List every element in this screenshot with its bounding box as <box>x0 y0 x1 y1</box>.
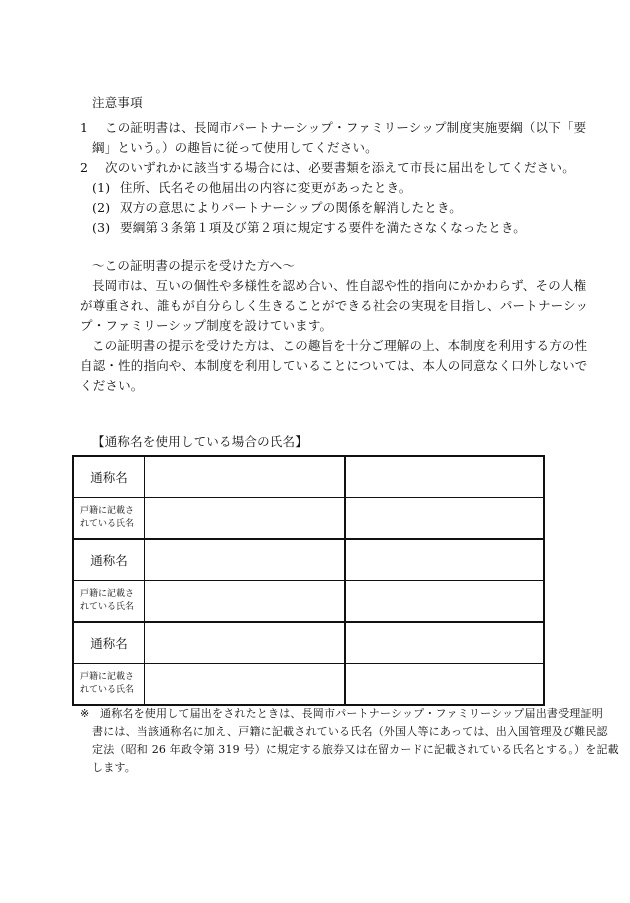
registry-name-label <box>73 664 145 706</box>
recipient-para-1-line-2: が尊重され、誰もが自分らしく生きることができる社会の実現を目指し、パートナーシッ <box>80 298 589 313</box>
table-row <box>73 664 544 706</box>
recipient-para-1-line-1: 長岡市は、互いの個性や多様性を認め合い、性自認や性的指向にかかわらず、その人権 <box>92 278 587 293</box>
registry-name-input-cell[interactable] <box>145 581 346 623</box>
registry-name-input-cell-2[interactable] <box>345 581 544 623</box>
registry-name-input-cell[interactable] <box>145 498 346 540</box>
sub-item-3-text: 要綱第３条第１項及び第２項に規定する要件を満たさなくなったとき。 <box>120 220 526 235</box>
table-row <box>73 622 544 664</box>
registry-label-line-1: 戸籍に記載さ <box>80 589 135 599</box>
registry-name-input-cell-2[interactable] <box>345 498 544 540</box>
alias-input-cell[interactable] <box>145 456 346 498</box>
recipient-para-2-line-2: 自認・性的指向や、本制度を利用していることについては、本人の同意なく口外しないで <box>80 358 588 373</box>
recipient-para-1-line-3: プ・ファミリーシップ制度を設けています。 <box>80 318 333 333</box>
footnote-line-1: 通称名を使用して届出をされたときは、長岡市パートナーシップ・ファミリーシップ届出書受理証明 <box>100 707 603 720</box>
alias-label: 通称名 <box>73 539 145 581</box>
footnote-line-4: します。 <box>92 761 136 774</box>
recipient-heading: ～この証明書の提示を受けた方へ～ <box>92 258 296 273</box>
alias-input-cell-2[interactable] <box>345 622 544 664</box>
footnote-line-2: 書には、当該通称名に加え、戸籍に記載されている氏名（外国人等にあっては、出入国管理及び難民認 <box>92 725 608 738</box>
registry-label-line-1: 戸籍に記載さ <box>80 672 135 682</box>
registry-label-line-2: れている氏名 <box>80 685 135 695</box>
sub-item-2-text: 双方の意思によりパートナーシップの関係を解消したとき。 <box>120 200 462 215</box>
alias-input-cell[interactable] <box>145 622 346 664</box>
alias-label: 通称名 <box>73 622 145 664</box>
registry-label-line-2: れている氏名 <box>80 519 135 529</box>
alias-name-table <box>72 455 545 706</box>
registry-name-label <box>73 581 145 623</box>
registry-label-line-2: れている氏名 <box>80 602 135 612</box>
table-row <box>73 581 544 623</box>
sub-item-3-number: (3) <box>92 220 111 235</box>
alias-input-cell[interactable] <box>145 539 346 581</box>
registry-name-input-cell-2[interactable] <box>345 664 544 706</box>
table-row <box>73 498 544 540</box>
alias-input-cell-2[interactable] <box>345 539 544 581</box>
recipient-para-2-line-3: ください。 <box>80 378 144 393</box>
alias-table-title: 【通称名を使用している場合の氏名】 <box>92 434 308 449</box>
alias-label: 通称名 <box>73 456 145 498</box>
footnote-mark: ※ <box>80 707 90 720</box>
note-item-2-text: 次のいずれかに該当する場合には、必要書類を添えて市長に届出をしてください。 <box>105 160 575 175</box>
note-item-2-number: 2 <box>80 160 89 175</box>
table-row <box>73 456 544 498</box>
table-row <box>73 539 544 581</box>
note-item-1-number: 1 <box>80 120 89 135</box>
registry-label-line-1: 戸籍に記載さ <box>80 506 135 516</box>
registry-name-input-cell[interactable] <box>145 664 346 706</box>
sub-item-1-number: (1) <box>92 180 111 195</box>
note-item-1-line-1: この証明書は、長岡市パートナーシップ・ファミリーシップ制度実施要綱（以下「要 <box>105 120 587 135</box>
sub-item-2-number: (2) <box>92 200 111 215</box>
registry-name-label <box>73 498 145 540</box>
notes-heading: 注意事項 <box>92 95 143 110</box>
sub-item-1-text: 住所、氏名その他届出の内容に変更があったとき。 <box>120 180 412 195</box>
footnote-line-3: 定法（昭和 26 年政令第 319 号）に規定する旅券又は在留カードに記載されている氏名とする。）を記載 <box>92 743 619 756</box>
alias-input-cell-2[interactable] <box>345 456 544 498</box>
recipient-para-2-line-1: この証明書の提示を受けた方は、この趣旨を十分ご理解の上、本制度を利用する方の性 <box>92 338 588 353</box>
note-item-1-line-2: 綱」という。）の趣旨に従って使用してください。 <box>92 140 378 155</box>
